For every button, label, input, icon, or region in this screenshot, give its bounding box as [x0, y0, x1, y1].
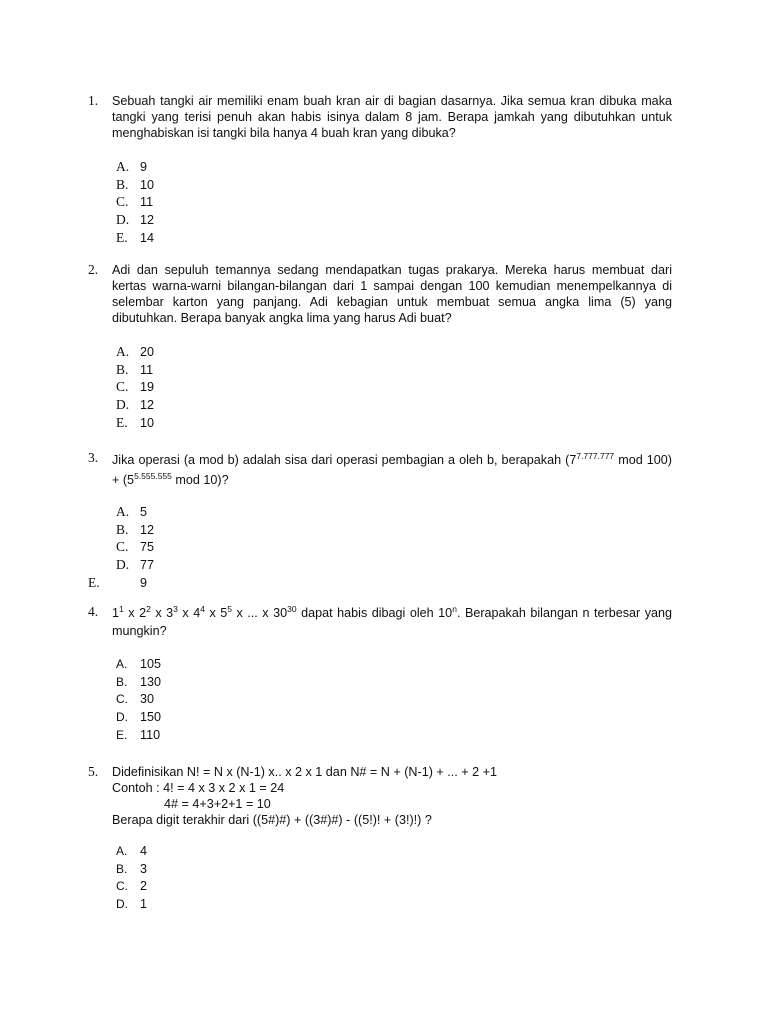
- answer-option-a: A. 5: [116, 504, 148, 519]
- answer-option-c: C. 30: [116, 692, 155, 707]
- question-text: $1^1$ x $2^2$ x $3^3$ x $4^4$ x $5^5$ x ... x $30^{30}$ dapat habis dibagi oleh 10$^n$. Berapakah bilangan n terbesar yang mungkin?: [112, 604, 673, 638]
- question-2: [88, 262, 672, 431]
- question-number: 2.: [88, 262, 99, 277]
- answer-options: [116, 656, 672, 744]
- answer-option-b: B. 10: [116, 176, 155, 192]
- answer-option-b: B. 11: [116, 361, 154, 377]
- question-3: [88, 450, 672, 591]
- answer-option-d: D. 150: [116, 710, 162, 725]
- answer-options: [88, 503, 672, 591]
- question-number: 4.: [88, 604, 99, 619]
- question-number: 5.: [88, 764, 99, 779]
- answer-option-d: D. 1: [116, 897, 148, 912]
- answer-option-a: A. 9: [116, 159, 148, 174]
- question-text: Adi dan sepuluh temannya sedang mendapatkan tugas prakarya. Mereka harus membuat dari kertas warna-warni bilangan-bilangan dari 1 sampai dengan 100 kemudian menempelkannya di selembar karton yang panjang. Adi kebagian untuk membuat semua angka lima (5) yang dibutuhkan. Berapa banyak angka lima yang harus Adi buat?: [112, 263, 672, 325]
- answer-options: [116, 158, 672, 246]
- answer-option-d: D. 77: [116, 557, 155, 573]
- question-number: 1.: [88, 93, 99, 108]
- question-text: Sebuah tangki air memiliki enam buah kran air di bagian dasarnya. Jika semua kran dibuka maka tangki yang terisi penuh akan habis isinya dalam 8 jam. Berapa jamkah yang dibutuhkan untuk menghabiskan isi tangki bila hanya 4 buah kran yang dibuka?: [112, 94, 672, 140]
- answer-option-c: C. 19: [116, 379, 155, 395]
- question-text: Jika operasi (a mod b) adalah sisa dari operasi pembagian a oleh b, berapakah ($7^{7.777.777}$ mod $100) + (5^{5.555.555}$ mod 10)?: [112, 451, 673, 487]
- answer-options: [116, 843, 672, 914]
- answer-options: [116, 343, 672, 431]
- answer-option-b: B. 3: [116, 861, 148, 876]
- answer-option-c: C. 2: [116, 879, 148, 894]
- question-text: Didefinisikan N! = N x (N-1) x.. x 2 x 1 dan N# = N + (N-1) + ... + 2 +1 Contoh : 4! = 4 x 3 x 2 x 1 = 24 4# = 4+3+2+1 = 10 Berapa digit terakhir dari ((5#)#) + ((3#)#) - ((5!)! + (3!)!) ?: [112, 765, 497, 827]
- answer-option-e: E. 110: [116, 727, 161, 742]
- answer-option-c: C. 75: [116, 539, 155, 555]
- answer-option-a: A. 105: [116, 657, 162, 671]
- answer-option-d: D. 12: [116, 397, 155, 413]
- answer-option-e: E. 10: [116, 414, 155, 430]
- answer-option-a: A. 4: [116, 844, 148, 858]
- answer-option-c: C. 11: [116, 194, 154, 210]
- answer-option-e: E. 9: [88, 574, 148, 590]
- answer-option-d: D. 12: [116, 212, 155, 228]
- question-number: 3.: [88, 450, 99, 465]
- answer-option-e: E. 14: [116, 229, 155, 245]
- answer-option-a: A. 20: [116, 344, 155, 359]
- answer-option-b: B. 12: [116, 521, 155, 537]
- answer-option-b: B. 130: [116, 674, 162, 689]
- question-1: [88, 93, 672, 246]
- question-4: [88, 604, 672, 744]
- question-5: [88, 764, 672, 914]
